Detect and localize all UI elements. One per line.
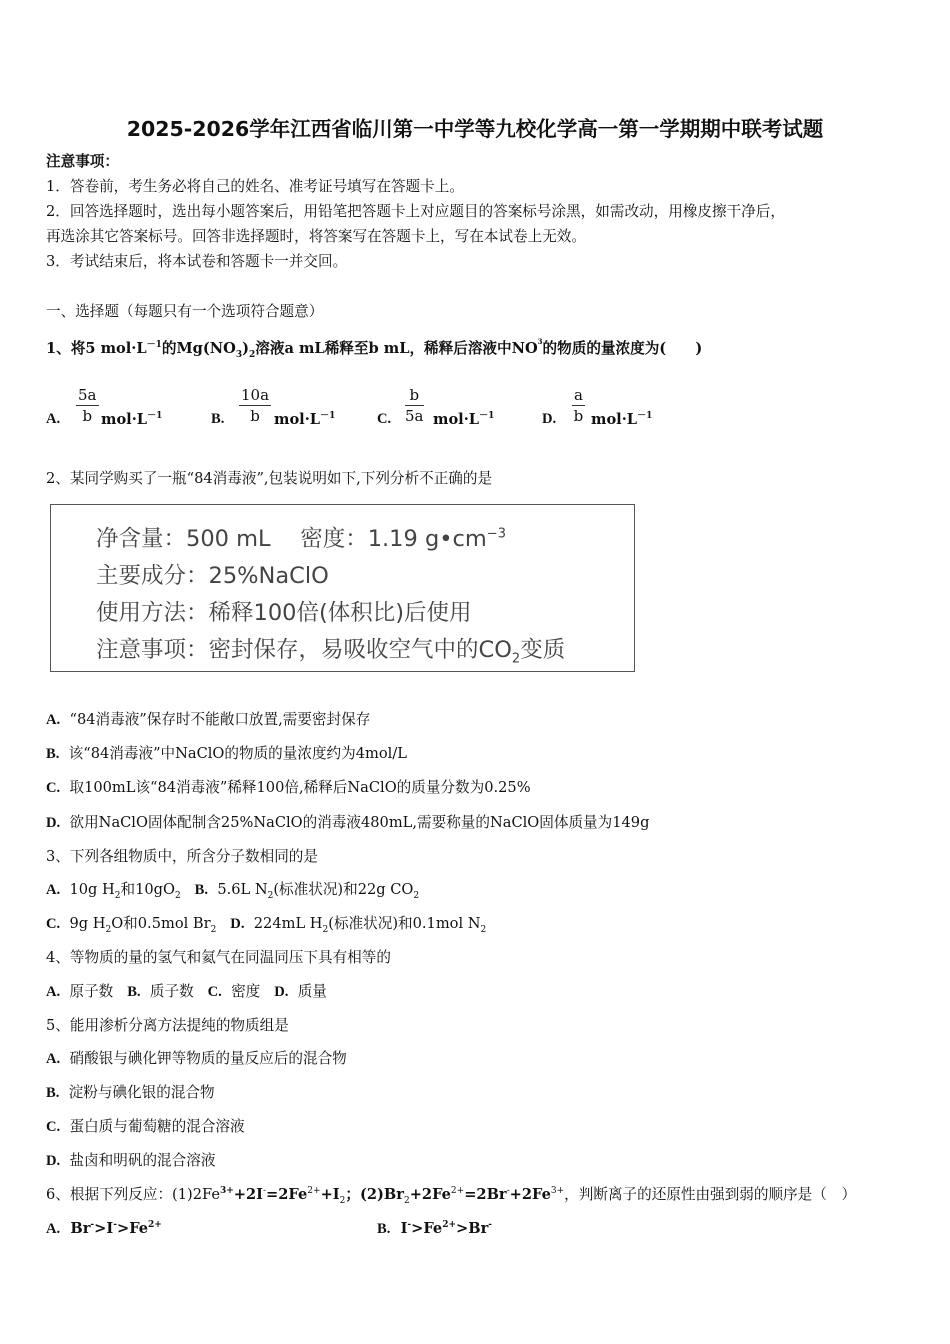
question-2-stem: 2、某同学购买了一瓶“84消毒液”,包装说明如下,下列分析不正确的是: [46, 470, 493, 487]
q1-option-a-unit: $mol\cdot L^{-1}$: [101, 411, 163, 428]
notice-item-3: 3．考试结束后，将本试卷和答题卡一并交回。: [46, 253, 348, 270]
exam-title: 2025-2026学年江西省临川第一中学等九校化学高一第一学期期中联考试题: [126, 117, 824, 141]
q5-option-b: B. 淀粉与碘化银的混合物: [46, 1084, 215, 1101]
notice-item-1: 1．答卷前，考生务必将自己的姓名、准考证号填写在答题卡上。: [46, 178, 464, 195]
question-1-stem: 1、将5 $mol\cdot L^{-1}$的$Mg(NO_3)_2$溶液a mL稀释至b mL，稀释后溶液中$NO^3$的物质的量浓度为( ): [46, 337, 703, 360]
q5-option-c: C. 蛋白质与葡萄糖的混合溶液: [46, 1118, 245, 1135]
box-line-usage: 使用方法：稀释100倍(体积比)后使用: [96, 600, 472, 626]
q3-options-cd: C. 9g $H_2O$和0.5mol $Br_2$ D. 224mL $H_2$(标准状况)和0.1mol $N_2$: [46, 915, 487, 935]
product-label-box: [50, 504, 635, 672]
q6-option-a: A. $Br^->I^->Fe^{2+}$: [46, 1220, 162, 1237]
box-line-volume-density: 净含量：500 mL 密度：1.19 $g•cm^{-3}$: [96, 526, 506, 552]
section-heading: 一、选择题（每题只有一个选项符合题意）: [46, 303, 324, 320]
q1-option-d-label: D.: [542, 411, 557, 427]
q1-option-a-fraction: $\frac{5a}{b}$: [78, 386, 97, 425]
q1-option-b-fraction: $\frac{10a}{b}$: [241, 386, 270, 425]
question-3-stem: 3、下列各组物质中，所含分子数相同的是: [46, 848, 318, 865]
q1-option-c-label: C.: [377, 411, 392, 427]
q1-option-b-unit: $mol\cdot L^{-1}$: [274, 411, 336, 428]
q1-option-d-fraction: $\frac{a}{b}$: [573, 386, 584, 425]
q1-option-c-fraction: $\frac{b}{5a}$: [405, 386, 424, 425]
q5-option-d: D. 盐卤和明矾的混合溶液: [46, 1152, 216, 1169]
q2-option-d: D. 欲用NaClO固体配制含25%NaClO的消毒液480mL,需要称量的NaClO固体质量为149g: [46, 814, 650, 831]
q4-options: A. 原子数 B. 质子数 C. 密度 D. 质量: [46, 983, 327, 1000]
q1-option-b-label: B.: [211, 411, 225, 427]
notice-item-2-cont: 再选涂其它答案标号。回答非选择题时，将答案写在答题卡上，写在本试卷上无效。: [46, 228, 586, 245]
q6-option-b: B. $I^->Fe^{2+}>Br^-$: [377, 1220, 493, 1237]
question-6-stem: 6、根据下列反应：$(1)2Fe^{3+}+2I^-=2Fe^{2+}+I_2$；$(2)Br_2+2Fe^{2+}=2Br^-+2Fe^{3+}$，判断离子的还原性由强到弱的顺序是（ ）: [46, 1186, 857, 1206]
box-line-caution: 注意事项：密封保存，易吸收空气中的$CO_2$变质: [96, 637, 566, 667]
box-line-ingredient: 主要成分：25%NaClO: [96, 563, 329, 589]
q1-option-d-unit: $mol\cdot L^{-1}$: [591, 411, 653, 428]
q1-option-a-label: A.: [46, 411, 61, 427]
q3-options-ab: A. 10g $H_2$和$10gO_2$ B. 5.6L $N_2$(标准状况)和22g $CO_2$: [46, 881, 420, 901]
q2-option-a: A. “84消毒液”保存时不能敞口放置,需要密封保存: [46, 711, 371, 728]
question-4-stem: 4、等物质的量的氢气和氦气在同温同压下具有相等的: [46, 949, 391, 966]
question-5-stem: 5、能用渗析分离方法提纯的物质组是: [46, 1017, 289, 1034]
q5-option-a: A. 硝酸银与碘化钾等物质的量反应后的混合物: [46, 1050, 347, 1067]
q2-option-b: B. 该“84消毒液”中NaClO的物质的量浓度约为4mol/L: [46, 745, 407, 762]
q1-option-c-unit: $mol\cdot L^{-1}$: [433, 411, 495, 428]
notice-item-2: 2．回答选择题时，选出每小题答案后，用铅笔把答题卡上对应题目的答案标号涂黑，如需改动，用橡皮擦干净后，: [46, 203, 785, 220]
notice-heading: 注意事项：: [46, 153, 119, 170]
q2-option-c: C. 取100mL该“84消毒液”稀释100倍,稀释后NaClO的质量分数为0.25%: [46, 779, 531, 796]
